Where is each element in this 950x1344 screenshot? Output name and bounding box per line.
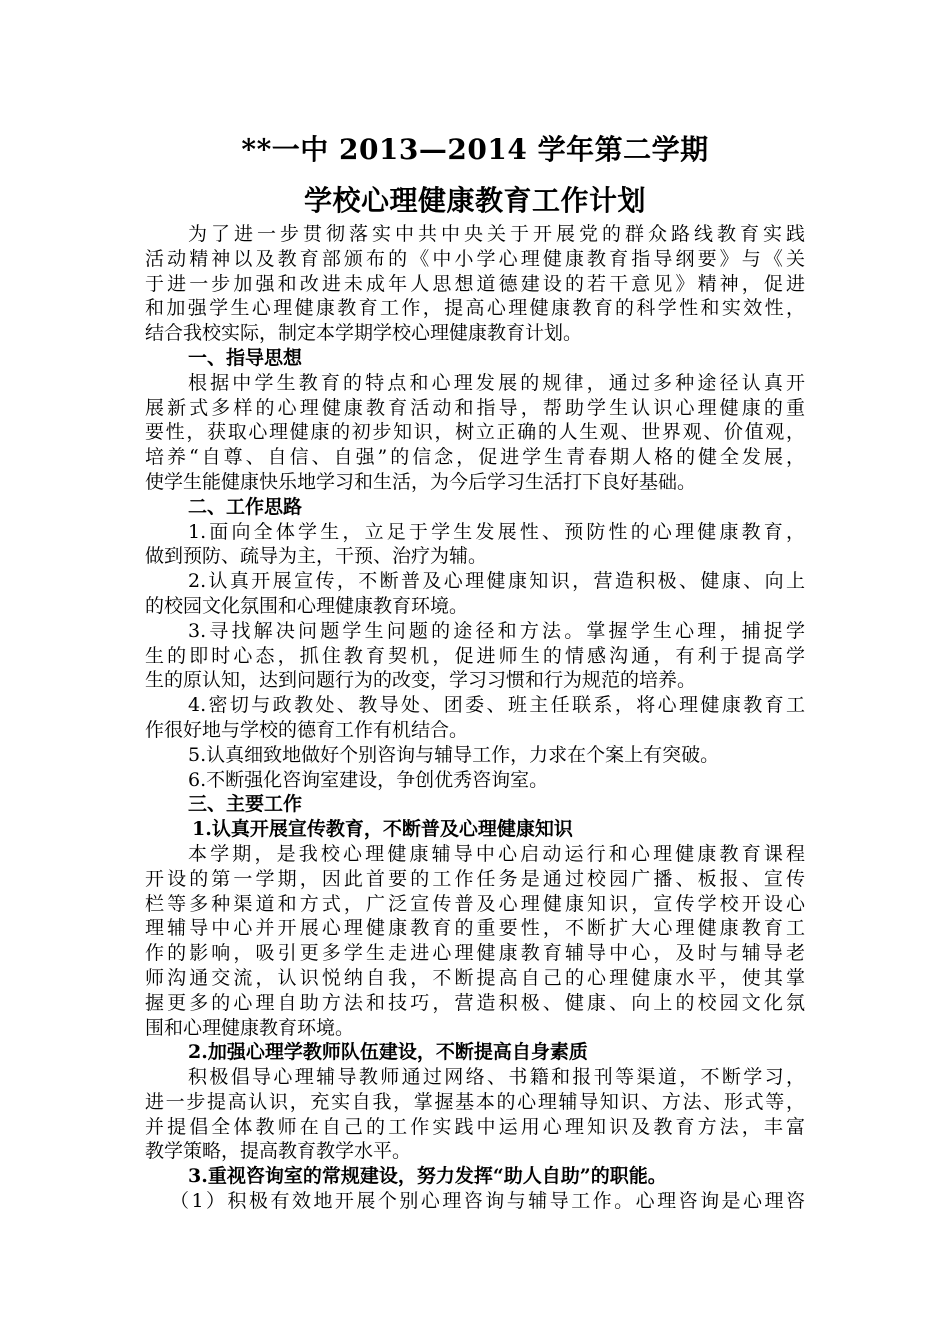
paragraph-line: 1.面向全体学生，立足于学生发展性、预防性的心理健康教育， (188, 520, 805, 543)
paragraph-line: 生的即时心态，抓住教育契机，促进师生的情感沟通，有利于提高学 (145, 644, 805, 667)
paragraph-line: 生的原认知，达到问题行为的改变，学习习惯和行为规范的培养。 (145, 669, 697, 692)
paragraph-line: 并提倡全体教师在自己的工作实践中运用心理知识及教育方法，丰富 (145, 1115, 805, 1138)
paragraph-line: 开设的第一学期，因此首要的工作任务是通过校园广播、板报、宣传 (145, 867, 805, 890)
paragraph-line: 理辅导中心并开展心理健康教育的重要性，不断扩大心理健康教育工 (145, 917, 805, 940)
paragraph-line: 师沟通交流，认识悦纳自我，不断提高自己的心理健康水平，使其掌 (145, 966, 805, 989)
paragraph-line: 为了进一步贯彻落实中共中央关于开展党的群众路线教育实践 (188, 223, 805, 245)
paragraph-line: 4.密切与政教处、教导处、团委、班主任联系，将心理健康教育工 (188, 694, 805, 717)
paragraph-line: 作的影响，吸引更多学生走进心理健康教育辅导中心，及时与辅导老 (145, 942, 805, 965)
section-heading: 一、指导思想 (188, 346, 303, 369)
paragraph-line: 握更多的心理自助方法和技巧，营造积极、健康、向上的校园文化氛 (145, 991, 805, 1014)
section-heading: 二、工作思路 (188, 495, 303, 518)
paragraph-line: 进一步提高认识，充实自我，掌握基本的心理辅导知识、方法、形式等， (145, 1090, 805, 1113)
paragraph-line: 根据中学生教育的特点和心理发展的规律，通过多种途径认真开 (188, 371, 805, 394)
paragraph-line: 本学期，是我校心理健康辅导中心启动运行和心理健康教育课程 (188, 842, 805, 865)
paragraph-line: 作很好地与学校的德育工作有机结合。 (145, 718, 469, 741)
paragraph-line: 使学生能健康快乐地学习和生活，为今后学习生活打下良好基础。 (145, 470, 697, 493)
paragraph-line: 于进一步加强和改进未成年人思想道德建设的若干意见》精神，促进 (145, 272, 805, 295)
paragraph-line: 3.寻找解决问题学生问题的途径和方法。掌握学生心理，捕捉学 (188, 619, 805, 642)
paragraph-line: （1）积极有效地开展个别心理咨询与辅导工作。心理咨询是心理咨 (170, 1190, 805, 1213)
paragraph-line: 栏等多种渠道和方式，广泛宣传普及心理健康知识，宣传学校开设心 (145, 892, 805, 915)
document-body (145, 222, 805, 1214)
paragraph-line: 积极倡导心理辅导教师通过网络、书籍和报刊等渠道，不断学习， (188, 1066, 805, 1089)
document-title-line1: **一中 2013—2014 学年第二学期 (241, 133, 709, 166)
section-heading: 三、主要工作 (188, 793, 303, 816)
paragraph-line: 围和心理健康教育环境。 (145, 1016, 355, 1039)
paragraph-line: 要性，获取心理健康的初步知识，树立正确的人生观、世界观、价值观， (145, 421, 805, 444)
subsection-heading: 1.认真开展宣传教育，不断普及心理健康知识 (192, 818, 573, 841)
paragraph-line: 的校园文化氛围和心理健康教育环境。 (145, 594, 469, 617)
paragraph-line: 2.认真开展宣传，不断普及心理健康知识，营造积极、健康、向上 (188, 570, 805, 593)
paragraph-line: 教学策略，提高教育教学水平。 (145, 1140, 412, 1163)
paragraph-line: 和加强学生心理健康教育工作，提高心理健康教育的科学性和实效性， (145, 297, 805, 320)
paragraph-line: 展新式多样的心理健康教育活动和指导，帮助学生认识心理健康的重 (145, 396, 805, 419)
paragraph-line: 活动精神以及教育部颁布的《中小学心理健康教育指导纲要》与《关 (145, 247, 805, 270)
paragraph-line: 结合我校实际，制定本学期学校心理健康教育计划。 (145, 322, 583, 345)
document-title-line2: 学校心理健康教育工作计划 (303, 184, 646, 217)
paragraph-line: 培养“自尊、自信、自强”的信念，促进学生青春期人格的健全发展， (145, 446, 805, 469)
paragraph-line: 5.认真细致地做好个别咨询与辅导工作，力求在个案上有突破。 (188, 743, 720, 766)
subsection-heading: 2.加强心理学教师队伍建设，不断提高自身素质 (188, 1041, 588, 1064)
paragraph-line: 6.不断强化咨询室建设，争创优秀咨询室。 (188, 768, 549, 791)
subsection-heading: 3.重视咨询室的常规建设，努力发挥“助人自助”的职能。 (188, 1165, 667, 1188)
paragraph-line: 做到预防、疏导为主，干预、治疗为辅。 (145, 545, 488, 568)
